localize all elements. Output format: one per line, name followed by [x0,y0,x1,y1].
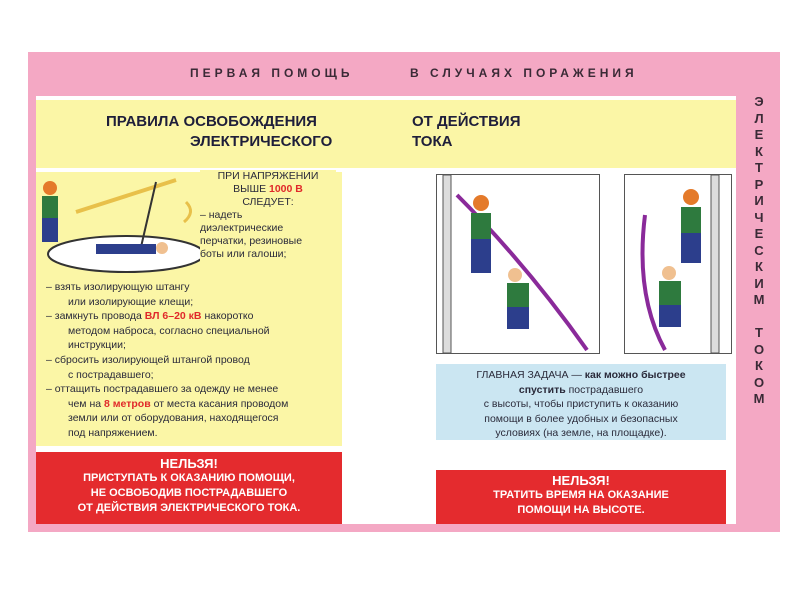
poster [28,52,780,532]
task-line1 [436,368,726,383]
victim-body [507,283,529,307]
pole [443,175,451,353]
side-title-letter: К [755,143,763,159]
warning-right-line2: ПОМОЩИ НА ВЫСОТЕ. [517,504,645,516]
side-title-letter: И [754,275,764,291]
side-title-letter: К [755,358,763,373]
warning-left-line2: НЕ ОСВОБОДИВ ПОСТРАДАВШЕГО [90,487,288,499]
main-task-box [436,364,726,440]
task-line5: условиях (на земле, на площадке). [495,427,667,440]
arrow-icon [184,202,191,222]
heading-line1-left: ПРАВИЛА ОСВОБОЖДЕНИЯ [106,113,317,130]
illustration-height-rescue-2 [624,174,732,354]
step2-line1 [46,309,338,324]
hv-line3: СЛЕДУЕТ: [242,196,294,208]
step4-line1: – оттащить пострадавшего за одежду не менее [46,383,279,396]
banner-title-part1: ПЕРВАЯ ПОМОЩЬ [190,66,354,80]
step4-text: чем на [68,397,105,410]
step4-line4: под напряжением. [68,426,158,439]
task-line3: с высоты, чтобы приступить к оказанию [483,398,679,411]
banner-title-part2: В СЛУЧАЯХ ПОРАЖЕНИЯ [410,66,638,80]
hv-line5: диэлектрические [200,222,284,234]
heading-line2-right: ТОКА [412,133,453,150]
step4-line3: земли или от оборудования, находящегося [68,412,279,425]
task-line2 [436,383,726,398]
side-title-letter: Л [754,110,764,126]
heading-line1-right: ОТ ДЕЙСТВИЯ [412,113,521,130]
step2-line3: инструкции; [68,339,126,352]
side-title-letter: О [753,341,765,357]
side-title-letter: М [753,391,765,406]
task-victim: пострадавшего [565,383,644,396]
hv-line2 [200,183,336,196]
warning-right-title: НЕЛЬЗЯ! [552,473,610,488]
side-title-letter: Т [755,160,763,175]
illustration-line-rescue [36,172,206,292]
pole [711,175,719,353]
hv-line7: боты или галоши; [200,248,287,260]
task-emphasis: как можно быстрее [584,369,686,381]
heading-line2-left: ЭЛЕКТРИЧЕСКОГО [190,133,333,150]
step2-text: – замкнуть провода [46,310,145,323]
height-rescue-1-svg [437,175,599,353]
heading-band [36,100,736,168]
task-label: ГЛАВНАЯ ЗАДАЧА — [476,369,585,381]
side-title-letter: Е [754,226,764,241]
step1-line1: – взять изолирующую штангу [46,281,190,293]
warning-left-title: НЕЛЬЗЯ! [160,456,218,471]
step1-line2: или изолирующие клещи; [68,295,194,308]
rescue-steps [46,280,338,441]
rescuer-legs [471,239,491,273]
step4-line2 [46,397,338,412]
high-voltage-box [200,170,336,280]
side-title [745,94,773,514]
rescuer-legs [681,233,701,263]
rescuer-body [471,213,491,239]
hv-line2-text: ВЫШЕ [233,183,269,195]
warning-left-line3: ОТ ДЕЙСТВИЯ ЭЛЕКТРИЧЕСКОГО ТОКА. [77,502,301,514]
step4-distance: 8 метров [104,397,151,410]
rescuer-body [681,207,701,233]
side-title-letter: М [753,292,765,307]
poster-content [36,96,736,524]
victim-legs [507,307,529,329]
warning-right [436,470,726,524]
side-title-letter: Р [754,176,764,192]
step2-voltage: ВЛ 6–20 кВ [144,310,202,323]
side-title-letter: Э [754,94,764,109]
warning-left [36,452,342,524]
hv-line6: перчатки, резиновые [200,235,303,247]
victim-body [659,281,681,305]
side-title-letter [757,309,761,326]
side-title-letter: С [754,242,764,258]
hv-voltage: 1000 В [268,183,303,195]
victim-head [156,242,168,254]
top-banner [28,52,780,92]
side-title-letter: И [754,193,764,208]
task-line4: помощи в более удобных и безопасных [484,412,678,425]
side-title-letter: К [755,259,763,274]
victim-legs [659,305,681,327]
rescuer-legs [42,218,58,242]
hv-line1: ПРИ НАПРЯЖЕНИИ [217,170,319,182]
victim-body [96,244,156,254]
rescuer-body [42,196,58,218]
step2-line2: методом наброса, согласно специальной [68,324,270,337]
rescuer-head [43,181,57,195]
rescuer-head [683,189,699,205]
task-lower: спустить [518,383,566,396]
step4-text-end: от места касания проводом [150,397,289,410]
illustration-height-rescue-1 [436,174,600,354]
victim-head [662,266,676,280]
side-title-letter: Т [755,325,763,340]
rescuer-head [473,195,489,211]
hv-line4: – надеть [200,209,243,221]
side-title-letter: Ч [754,209,764,225]
step3-line1: – сбросить изолирующей штангой провод [46,353,250,366]
step2-text-end: накоротко [201,310,254,323]
side-title-letter: Е [754,127,764,142]
victim-head [508,268,522,282]
warning-right-line1: ТРАТИТЬ ВРЕМЯ НА ОКАЗАНИЕ [493,489,669,501]
side-title-letter: О [753,374,765,390]
height-rescue-2-svg [625,175,731,353]
warning-left-line1: ПРИСТУПАТЬ К ОКАЗАНИЮ ПОМОЩИ, [83,472,295,484]
insulating-rod [76,180,176,212]
step3-line2: с пострадавшего; [68,368,154,381]
